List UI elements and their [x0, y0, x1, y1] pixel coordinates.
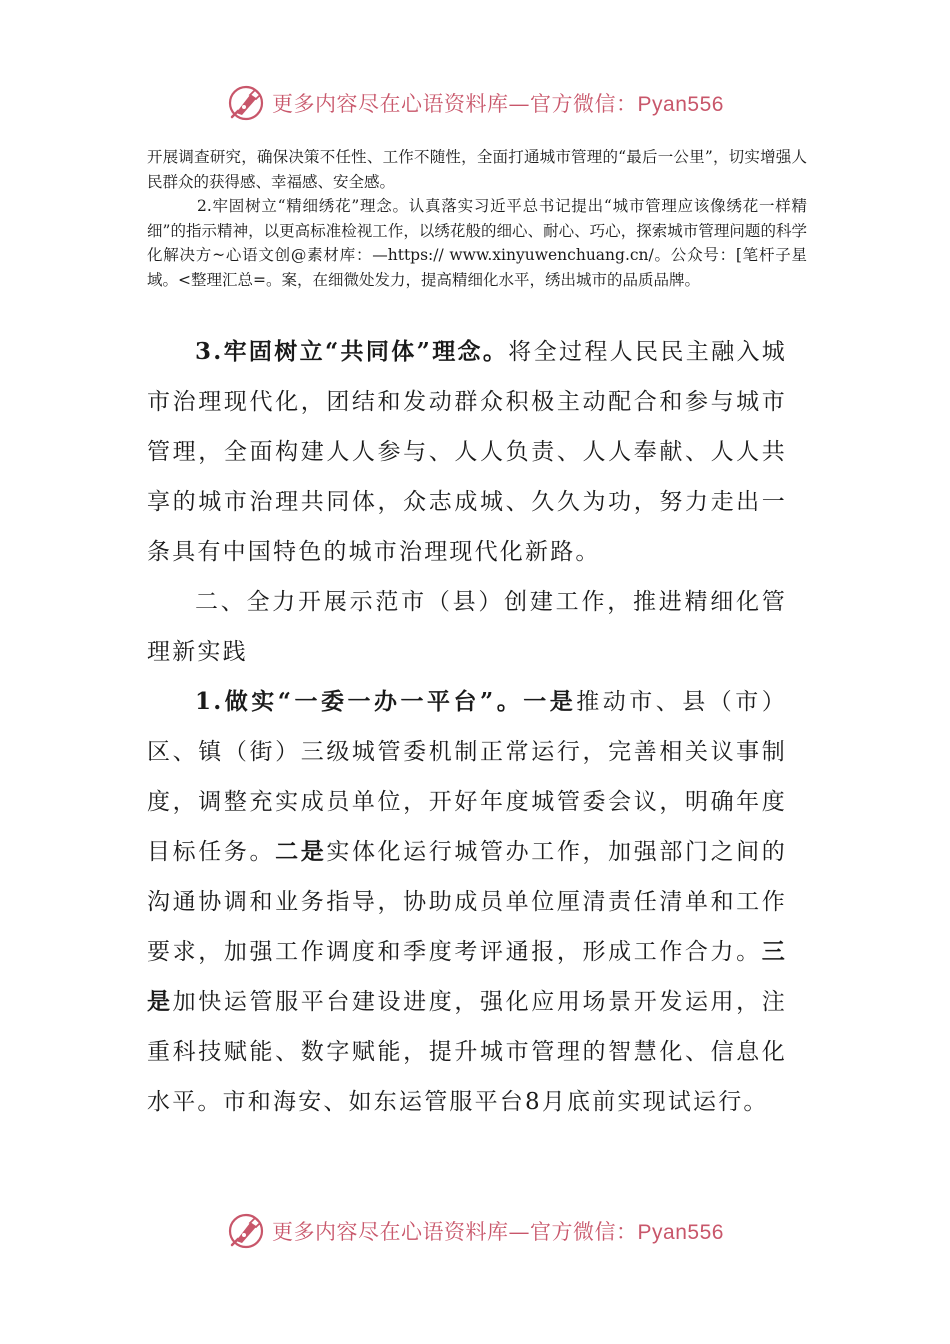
paragraph-4-part-3: 加快运管服平台建设进度，强化应用场景开发运用，注重科技赋能、数字赋能，提升城市管理的智慧化、信息化水平。市和海安、如东运管服平台8月底前实现试运行。 [147, 989, 787, 1115]
header-text: 更多内容尽在心语资料库—官方微信：Pyan556 [272, 92, 724, 116]
pen-nib-logo-icon [226, 1211, 266, 1251]
pen-nib-logo-icon [226, 83, 266, 123]
main-text-block [147, 327, 787, 1127]
footer-text: 更多内容尽在心语资料库—官方微信：Pyan556 [272, 1220, 724, 1244]
header-banner [0, 80, 950, 126]
paragraph-3-body: 将全过程人民民主融入城市治理现代化，团结和发动群众积极主动配合和参与城市管理，全面构建人人参与、人人负责、人人奉献、人人共享的城市治理共同体，众志成城、久久为功，努力走出一条具有中国特色的城市治理现代化新路。 [147, 339, 787, 565]
paragraph-2: 2.牢固树立“精细绣花”理念。认真落实习近平总书记提出“城市管理应该像绣花一样精细”的指示精神，以更高标准检视工作，以绣花般的细心、耐心、巧心，探索城市管理问题的科学化解决方~心语文创@素材库：—https:// www.xinyuwenchuang.cn/。公众号：[笔杆子星域。<整理汇总=。案，在细微处发力，提高精细化水平，绣出城市的品质品牌。 [147, 197, 807, 289]
small-text-block [147, 145, 807, 292]
wechat-id: Pyan556 [637, 93, 724, 116]
footer-banner [0, 1208, 950, 1254]
paragraph-1: 开展调查研究，确保决策不任性、工作不随性，全面打通城市管理的“最后一公里”，切实增强人民群众的获得感、幸福感、安全感。 [147, 148, 807, 191]
paragraph-4-marker-2: 二是 [275, 838, 327, 865]
section-heading-2: 二、全力开展示范市（县）创建工作，推进精细化管理新实践 [147, 589, 787, 665]
paragraph-4-heading: 1.做实“一委一办一平台”。一是 [195, 688, 577, 715]
paragraph-3 [147, 327, 787, 577]
footer-wechat-id: Pyan556 [637, 1221, 724, 1244]
paragraph-4 [147, 677, 787, 1127]
paragraph-4-part-1: 推动市、县（市）区、镇（街）三级城管委机制正常运行，完善相关议事制度，调整充实成员单位，开好年度城管委会议，明确年度目标任务。 [147, 689, 788, 865]
paragraph-3-heading: 3.牢固树立“共同体”理念。 [195, 338, 509, 365]
paragraph-4-marker-3: 三是 [147, 938, 787, 1015]
paragraph-4-part-2: 实体化运行城管办工作，加强部门之间的沟通协调和业务指导，协助成员单位厘清责任清单和工作要求，加强工作调度和季度考评通报，形成工作合力。 [147, 839, 788, 965]
